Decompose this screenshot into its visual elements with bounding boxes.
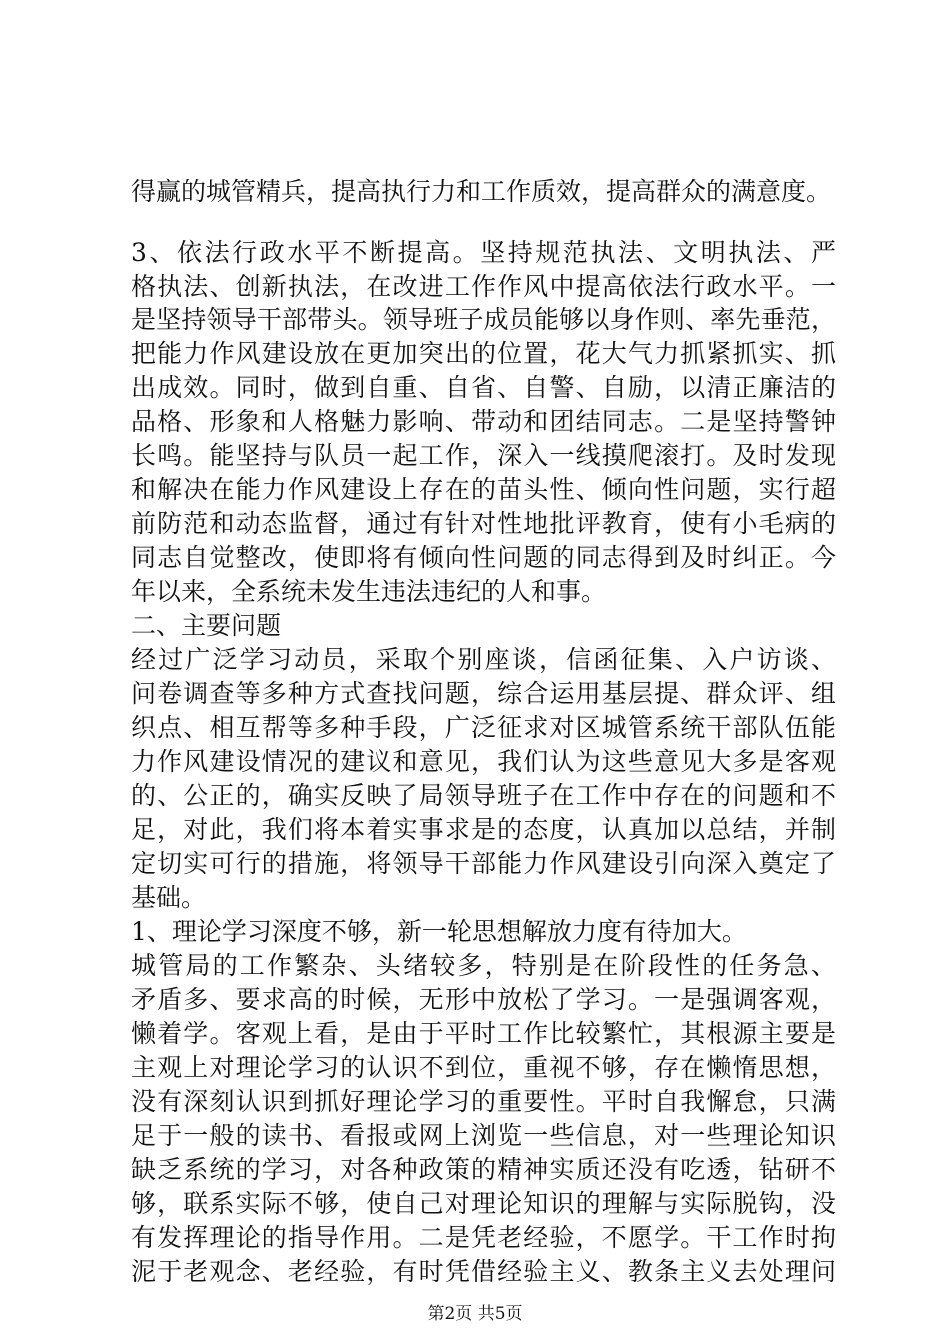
text-line: 是坚持领导干部带头。领导班子成员能够以身作则、率先垂范， bbox=[131, 305, 836, 334]
text-line: 前防范和动态监督，通过有针对性地批评教育，使有小毛病的 bbox=[131, 509, 836, 538]
text-line: 力作风建设情况的建议和意见，我们认为这些意见大多是客观 bbox=[131, 747, 836, 776]
text-line: 经过广泛学习动员，采取个别座谈，信函征集、入户访谈、 bbox=[131, 645, 836, 674]
text-line: 足于一般的读书、看报或网上浏览一些信息，对一些理论知识 bbox=[131, 1121, 836, 1150]
text-line: 年以来，全系统未发生违法违纪的人和事。 bbox=[131, 577, 607, 606]
text-line: 格执法、创新执法，在改进工作作风中提高依法行政水平。一 bbox=[131, 272, 836, 301]
text-line: 主观上对理论学习的认识不到位，重视不够，存在懒惰思想， bbox=[131, 1053, 836, 1082]
text-line: 泥于老观念、老经验，有时凭借经验主义、教条主义去处理问 bbox=[131, 1257, 836, 1286]
text-line: 长鸣。能坚持与队员一起工作，深入一线摸爬滚打。及时发现 bbox=[131, 441, 836, 470]
text-line: 的、公正的，确实反映了局领导班子在工作中存在的问题和不 bbox=[131, 781, 836, 810]
text-line: 出成效。同时，做到自重、自省、自警、自励，以清正廉洁的 bbox=[131, 373, 836, 402]
text-line: 品格、形象和人格魅力影响、带动和团结同志。二是坚持警钟 bbox=[131, 407, 836, 436]
text-line: 基础。 bbox=[131, 883, 207, 912]
text-line: 织点、相互帮等多种手段，广泛征求对区城管系统干部队伍能 bbox=[131, 713, 836, 742]
text-line: 够，联系实际不够，使自己对理论知识的理解与实际脱钩，没 bbox=[131, 1189, 836, 1218]
text-line: 同志自觉整改，使即将有倾向性问题的同志得到及时纠正。今 bbox=[131, 543, 836, 572]
text-line: 懒着学。客观上看，是由于平时工作比较繁忙，其根源主要是 bbox=[131, 1019, 836, 1048]
text-line: 3、依法行政水平不断提高。坚持规范执法、文明执法、严 bbox=[131, 238, 836, 267]
text-line: 定切实可行的措施，将领导干部能力作风建设引向深入奠定了 bbox=[131, 849, 836, 878]
page-number-footer: 第2页 共5页 bbox=[427, 1304, 523, 1324]
text-line: 问卷调查等多种方式查找问题，综合运用基层提、群众评、组 bbox=[131, 679, 836, 708]
subsection-heading: 1、理论学习深度不够，新一轮思想解放力度有待加大。 bbox=[131, 917, 747, 946]
text-line: 得赢的城管精兵，提高执行力和工作质效，提高群众的满意度。 bbox=[131, 177, 832, 206]
text-line: 把能力作风建设放在更加突出的位置，花大气力抓紧抓实、抓 bbox=[131, 339, 836, 368]
text-line: 没有深刻认识到抓好理论学习的重要性。平时自我懈怠，只满 bbox=[131, 1087, 836, 1116]
text-line: 和解决在能力作风建设上存在的苗头性、倾向性问题，实行超 bbox=[131, 475, 836, 504]
text-line: 城管局的工作繁杂、头绪较多，特别是在阶段性的任务急、 bbox=[131, 951, 836, 980]
text-line: 缺乏系统的学习，对各种政策的精神实质还没有吃透，钻研不 bbox=[131, 1155, 836, 1184]
text-line: 有发挥理论的指导作用。二是凭老经验，不愿学。干工作时拘 bbox=[131, 1223, 836, 1252]
text-line: 矛盾多、要求高的时候，无形中放松了学习。一是强调客观， bbox=[131, 985, 836, 1014]
section-heading: 二、主要问题 bbox=[131, 611, 282, 640]
text-line: 足，对此，我们将本着实事求是的态度，认真加以总结，并制 bbox=[131, 815, 836, 844]
